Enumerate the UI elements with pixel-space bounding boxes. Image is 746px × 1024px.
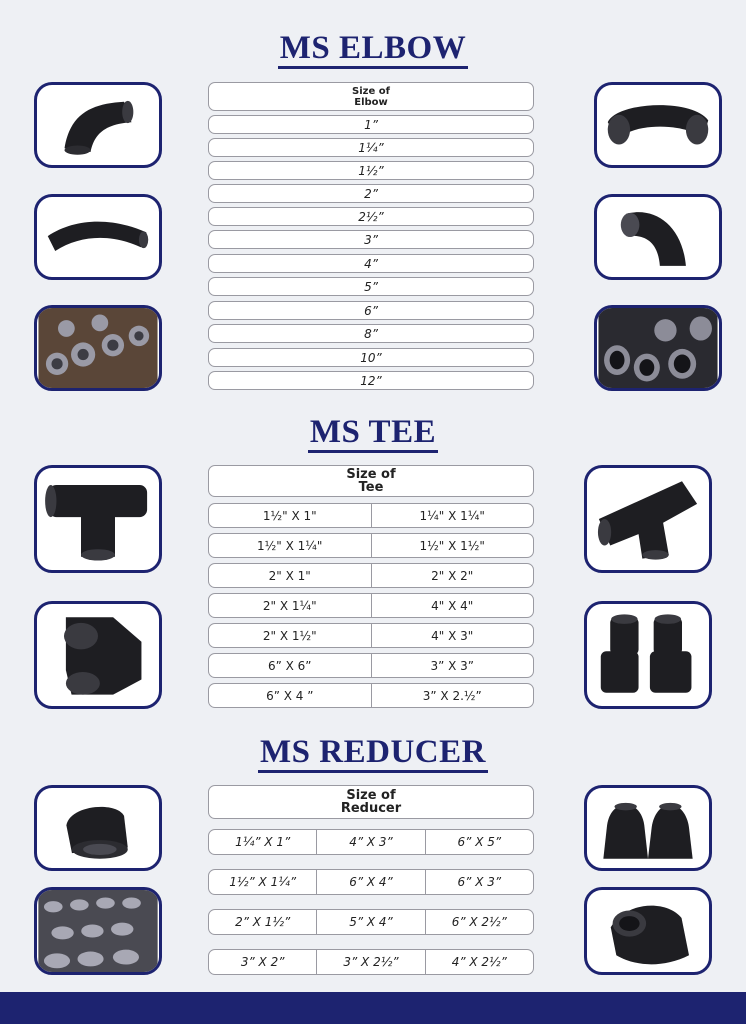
tee-size-row <box>208 503 534 528</box>
elbow-photo-6 <box>594 305 722 391</box>
tee-size-row <box>208 593 534 618</box>
reducer-size-row <box>208 909 534 935</box>
tee-size-cell: 6” X 4 ” <box>266 688 314 703</box>
elbow-photo-2 <box>34 194 162 280</box>
tee-size-row <box>208 653 534 678</box>
elbow-photo-5 <box>594 194 722 280</box>
reducer-size-cell: 6” X 3” <box>425 870 533 894</box>
tee-size-row <box>208 563 534 588</box>
tee-size-row <box>208 533 534 558</box>
reducer-size-cell: 4” X 2½” <box>425 950 533 974</box>
tee-size-cell: 4" X 3" <box>371 624 534 647</box>
reducer-size-cell: 3” X 2½” <box>316 950 424 974</box>
reducer-size-cell: 1¼” X 1” <box>235 835 291 849</box>
tee-size-cell: 2" X 1" <box>268 568 311 583</box>
tee-size-cell: 6” X 6” <box>267 658 312 673</box>
elbow-size-row: 10” <box>208 348 534 367</box>
tee-size-cell: 2" X 2" <box>371 564 534 587</box>
footer-bar <box>0 992 746 1024</box>
tee-size-cell: 2" X 1¼" <box>262 598 317 613</box>
elbow-size-row: 1½” <box>208 161 534 180</box>
tee-title: MS TEE <box>0 414 746 451</box>
reducer-size-cell: 5” X 4” <box>316 910 424 934</box>
reducer-photo-3 <box>584 785 712 871</box>
elbow-size-row: 1” <box>208 115 534 134</box>
tee-size-cell: 3” X 3” <box>371 654 534 677</box>
reducer-size-row <box>208 829 534 855</box>
reducer-photo-2 <box>34 887 162 975</box>
reducer-size-row <box>208 869 534 895</box>
elbow-size-row: 12” <box>208 371 534 390</box>
reducer-size-cell: 1½” X 1¼” <box>229 875 297 889</box>
tee-size-cell: 3” X 2.½” <box>371 684 534 707</box>
reducer-size-cell: 6” X 2½” <box>425 910 533 934</box>
elbow-size-row: 8” <box>208 324 534 343</box>
reducer-photo-4 <box>584 887 712 975</box>
reducer-size-cell: 6” X 5” <box>425 830 533 854</box>
tee-size-cell: 4" X 4" <box>371 594 534 617</box>
tee-size-cell: 1½" X 1" <box>262 508 317 523</box>
elbow-size-row: 1¼” <box>208 138 534 157</box>
tee-size-cell: 1½" X 1¼" <box>257 538 323 553</box>
elbow-size-header: Size of Elbow <box>208 82 534 111</box>
tee-photo-1 <box>34 465 162 573</box>
reducer-size-cell: 6” X 4” <box>316 870 424 894</box>
elbow-size-row: 2” <box>208 184 534 203</box>
tee-size-cell: 1¼" X 1¼" <box>371 504 534 527</box>
reducer-size-cell: 3” X 2” <box>240 955 285 969</box>
elbow-photo-4 <box>594 82 722 168</box>
reducer-photo-1 <box>34 785 162 871</box>
tee-size-row <box>208 623 534 648</box>
tee-photo-4 <box>584 601 712 709</box>
elbow-photo-3 <box>34 305 162 391</box>
tee-size-cell: 2" X 1½" <box>262 628 317 643</box>
reducer-size-cell: 2” X 1½” <box>235 915 291 929</box>
tee-size-cell: 1½" X 1½" <box>371 534 534 557</box>
elbow-size-row: 4” <box>208 254 534 273</box>
elbow-size-row: 6” <box>208 301 534 320</box>
reducer-title: MS REDUCER <box>0 734 746 771</box>
elbow-size-row: 2½” <box>208 207 534 226</box>
tee-size-row <box>208 683 534 708</box>
tee-size-header: Size of Tee <box>208 465 534 497</box>
tee-photo-3 <box>584 465 712 573</box>
tee-photo-2 <box>34 601 162 709</box>
elbow-size-row: 5” <box>208 277 534 296</box>
reducer-size-header: Size of Reducer <box>208 785 534 819</box>
reducer-size-row <box>208 949 534 975</box>
elbow-photo-1 <box>34 82 162 168</box>
elbow-size-row: 3” <box>208 230 534 249</box>
elbow-title: MS ELBOW <box>0 30 746 67</box>
reducer-size-cell: 4” X 3” <box>316 830 424 854</box>
